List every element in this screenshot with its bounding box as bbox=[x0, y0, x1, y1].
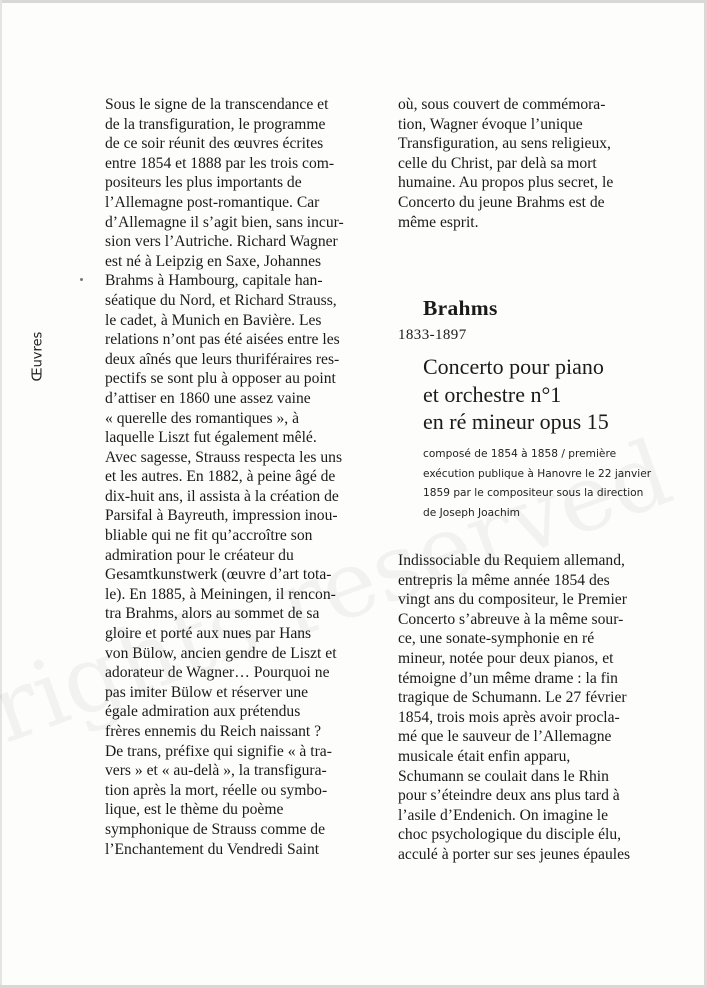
text-line: l’Enchantement du Vendredi Saint bbox=[105, 840, 320, 858]
text-line: pour s’éteindre deux ans plus tard à bbox=[398, 787, 620, 805]
text-line: laquelle Liszt fut également mêlé. bbox=[105, 429, 317, 447]
text-line: pectifs se sont plu à opposer au point bbox=[105, 370, 336, 388]
left-column-text bbox=[105, 95, 390, 859]
text-line: Avec sagesse, Strauss respecta les uns bbox=[105, 448, 343, 466]
text-line: vingt ans du compositeur, le Premier bbox=[398, 591, 627, 609]
text-line: témoigne d’un même drame : la fin bbox=[398, 669, 618, 687]
text-line: humaine. Au propos plus secret, le bbox=[398, 174, 614, 192]
text-line: mé que le sauveur de l’Allemagne bbox=[398, 728, 612, 746]
text-line: Brahms à Hambourg, capitale han- bbox=[105, 272, 323, 290]
text-line: où, sous couvert de commémora- bbox=[398, 96, 606, 113]
section-label bbox=[28, 331, 48, 381]
text-line: Schumann se coulait dans le Rhin bbox=[398, 767, 609, 785]
text-line: entrepris la même année 1854 des bbox=[398, 571, 610, 589]
text-line: symphonique de Strauss comme de bbox=[105, 820, 326, 838]
text-line: lique, est le thème du poème bbox=[105, 801, 284, 819]
text-line: l’asile d’Endenich. On imagine le bbox=[398, 806, 609, 824]
text-line: et les autres. En 1882, à peine âgé de bbox=[105, 468, 336, 486]
text-line: gloire et porté aux nues par Hans bbox=[105, 625, 312, 643]
text-line: acculé à porter sur ses jeunes épaules bbox=[398, 845, 631, 863]
text-line: le cadet, à Munich en Bavière. Les bbox=[105, 311, 322, 329]
text-line: celle du Christ, par delà sa mort bbox=[398, 154, 597, 172]
composer-name: Brahms bbox=[423, 296, 498, 320]
text-line: bliable qui ne fit qu’accroître son bbox=[105, 527, 313, 545]
text-line: admiration pour le créateur du bbox=[105, 546, 294, 564]
text-line: Indissociable du Requiem allemand, bbox=[398, 552, 625, 569]
work-note-line: 1859 par le compositeur sous la direction bbox=[423, 487, 644, 500]
text-line: Gesamtkunstwerk (œuvre d’art tota- bbox=[105, 566, 332, 584]
text-line: « querelle des romantiques », à bbox=[105, 409, 299, 427]
work-note-line: composé de 1854 à 1858 / première bbox=[423, 448, 617, 460]
text-line: d’Allemagne il s’agit bien, sans incur- bbox=[105, 213, 344, 231]
text-line: adorateur de Wagner… Pourquoi ne bbox=[105, 664, 330, 682]
text-line: l’Allemagne post-romantique. Car bbox=[105, 193, 320, 211]
text-line: De trans, préfixe qui signifie « à tra- bbox=[105, 742, 332, 760]
text-line: tragique de Schumann. Le 27 février bbox=[398, 689, 627, 707]
right-column-bottom-text bbox=[398, 551, 673, 865]
text-line: d’attiser en 1860 une assez vaine bbox=[105, 389, 311, 407]
text-line: ce, une sonate-symphonie en ré bbox=[398, 630, 595, 648]
text-line: positeurs les plus importants de bbox=[105, 174, 302, 192]
right-column-top-text bbox=[398, 95, 673, 232]
text-line: même esprit. bbox=[398, 213, 479, 231]
section-label-text: Œuvres bbox=[30, 331, 46, 381]
text-line: 1854, trois mois après avoir procla- bbox=[398, 708, 620, 726]
text-line: le). En 1885, à Meiningen, il rencon- bbox=[105, 585, 336, 603]
text-line: vers » et « au-delà », la transfigura- bbox=[105, 762, 327, 780]
text-line: Parsifal à Bayreuth, impression inou- bbox=[105, 507, 338, 525]
text-line: Transfiguration, au sens religieux, bbox=[398, 135, 611, 153]
text-line: tion, Wagner évoque l’unique bbox=[398, 115, 583, 133]
text-line: pas imiter Bülow et réserver une bbox=[105, 683, 309, 701]
text-line: deux aînés que leurs thuriféraires res- bbox=[105, 350, 340, 368]
text-line: dix-huit ans, il assista à la création de bbox=[105, 487, 339, 505]
text-line: frères ennemis du Reich naissant ? bbox=[105, 723, 322, 740]
text-line: choc psychologique du disciple élu, bbox=[398, 826, 622, 844]
work-title bbox=[423, 353, 609, 436]
work-note-line: exécution publique à Hanovre le 22 janvier bbox=[423, 467, 652, 480]
composer-dates: 1833-1897 bbox=[398, 327, 467, 343]
work-title-line: Concerto pour piano bbox=[423, 354, 604, 379]
page-edge-top bbox=[0, 0, 707, 3]
text-line: est né à Leipzig en Saxe, Johannes bbox=[105, 252, 322, 270]
work-note-line: de Joseph Joachim bbox=[423, 506, 520, 519]
text-line: de la transfiguration, le programme bbox=[105, 115, 326, 133]
text-line: musicale était enfin apparu, bbox=[398, 747, 571, 765]
text-line: Sous le signe de la transcendance et bbox=[105, 96, 329, 113]
text-line: tra Brahms, alors au sommet de sa bbox=[105, 605, 320, 623]
text-line: sion vers l’Autriche. Richard Wagner bbox=[105, 233, 338, 251]
work-title-line: en ré mineur opus 15 bbox=[423, 409, 609, 434]
text-line: relations n’ont pas été aisées entre les bbox=[105, 331, 340, 349]
text-line: Concerto s’abreuve à la même sour- bbox=[398, 610, 624, 628]
scan-speck bbox=[80, 278, 83, 281]
text-line: séatique du Nord, et Richard Strauss, bbox=[105, 291, 337, 309]
text-line: Concerto du jeune Brahms est de bbox=[398, 193, 605, 211]
text-line: égale admiration aux prétendus bbox=[105, 703, 301, 721]
work-note bbox=[423, 445, 651, 523]
work-title-line: et orchestre n°1 bbox=[423, 381, 562, 407]
text-line: tion après la mort, réelle ou symbo- bbox=[105, 781, 328, 799]
text-line: mineur, notée pour deux pianos, et bbox=[398, 649, 614, 667]
text-line: de ce soir réunit des œuvres écrites bbox=[105, 135, 324, 153]
page-edge-left bbox=[0, 0, 2, 988]
text-line: entre 1854 et 1888 par les trois com- bbox=[105, 154, 335, 172]
text-line: von Bülow, ancien gendre de Liszt et bbox=[105, 644, 337, 662]
